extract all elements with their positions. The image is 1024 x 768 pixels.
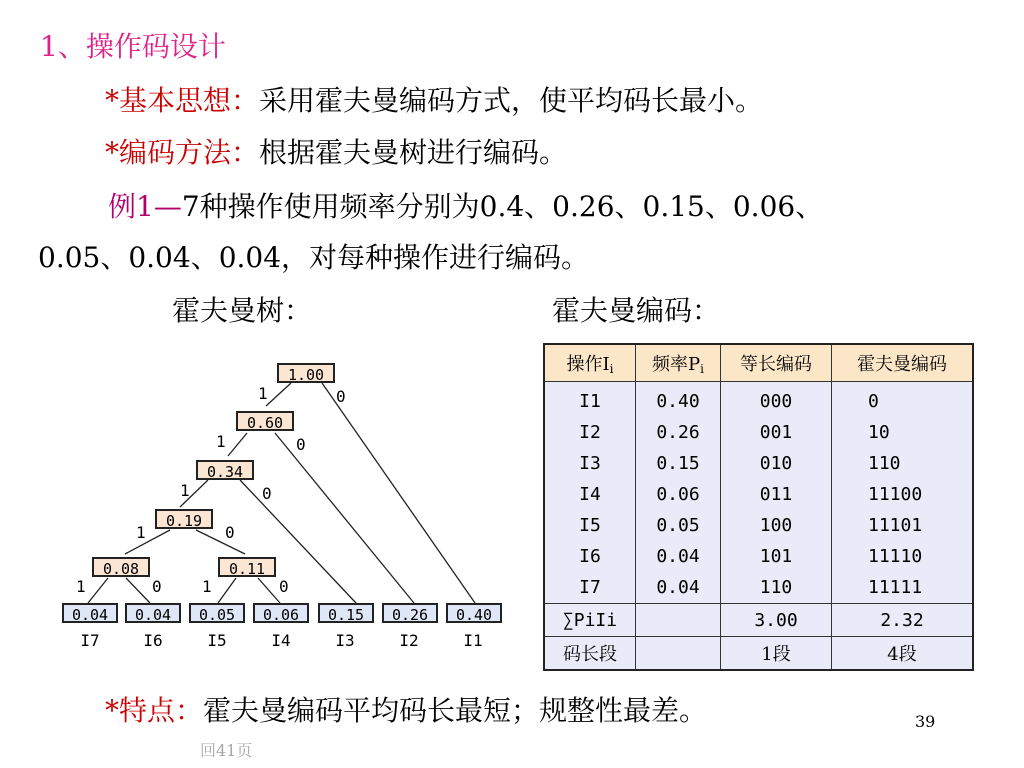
edge-label: 1 — [180, 481, 190, 500]
header-freq: 频率$P_i$ — [636, 344, 721, 382]
feature-line — [105, 694, 707, 728]
edge-label: 0 — [225, 523, 235, 542]
huffman-code-table — [543, 343, 974, 671]
edge-060-026 — [275, 433, 414, 603]
tree-leaf-i2: 0.26 — [382, 603, 438, 623]
edge-label: 1 — [202, 577, 212, 596]
edge-060-034 — [228, 433, 247, 456]
edge-019-008 — [125, 530, 170, 554]
edge-008-i6 — [126, 578, 150, 603]
feature-text: 霍夫曼编码平均码长最短；规整性最差。 — [203, 694, 708, 727]
sum-huffman: 2.32 — [832, 604, 974, 637]
edge-label: 0 — [296, 435, 306, 454]
example-label: 例1— — [108, 190, 182, 223]
edge-008-i7 — [88, 578, 108, 603]
page-number: 39 — [915, 712, 936, 731]
tree-node-060: 0.60 — [236, 411, 294, 431]
leaf-label-i3: I3 — [335, 631, 355, 650]
edge-011-i4 — [258, 578, 280, 603]
sum-label: ∑PiIi — [544, 604, 636, 637]
code-caption: 霍夫曼编码： — [552, 294, 721, 327]
table-sum-row — [544, 604, 973, 637]
tree-node-011: 0.11 — [218, 557, 276, 577]
table-body-row — [544, 382, 973, 604]
edge-label: 1 — [136, 523, 146, 542]
tree-leaf-i1: 0.40 — [446, 603, 502, 623]
sum-fixed: 3.00 — [721, 604, 832, 637]
sum-empty-cell — [636, 604, 721, 637]
tree-leaf-i6: 0.04 — [125, 603, 181, 623]
edge-034-011 — [240, 480, 356, 603]
tree-caption: 霍夫曼树： — [172, 294, 313, 327]
huffman-code-column: 0 10 110 11100 11101 11110 11111 — [832, 382, 974, 604]
method-text: 根据霍夫曼树进行编码。 — [259, 136, 568, 169]
tree-leaf-i5: 0.05 — [189, 603, 245, 623]
back-link[interactable]: 回41页 — [200, 741, 253, 760]
feature-label: *特点： — [105, 694, 204, 727]
length-label: 码长段 — [544, 637, 636, 671]
section-heading: 1、操作码设计 — [40, 30, 226, 63]
edge-100-060 — [266, 383, 291, 406]
length-empty-cell — [636, 637, 721, 671]
fixed-code-column: 000 001 010 011 100 101 110 — [721, 382, 832, 604]
tree-leaf-i7: 0.04 — [62, 603, 118, 623]
edge-011-i5 — [218, 578, 236, 603]
table-length-row — [544, 637, 973, 671]
leaf-label-i6: I6 — [143, 631, 163, 650]
length-huffman: 4段 — [832, 637, 974, 671]
edge-label: 1 — [76, 577, 86, 596]
edge-label: 0 — [262, 484, 272, 503]
leaf-label-i5: I5 — [207, 631, 227, 650]
basic-idea-text: 采用霍夫曼编码方式，使平均码长最小。 — [259, 84, 764, 117]
edge-100-040 — [322, 383, 475, 603]
tree-node-034: 0.34 — [196, 460, 254, 480]
edge-019-011 — [196, 530, 245, 554]
leaf-label-i7: I7 — [80, 631, 100, 650]
example-line-2: 0.05、0.04、0.04，对每种操作进行编码。 — [38, 241, 590, 274]
edge-label: 0 — [279, 577, 289, 596]
example-text-1: 7种操作使用频率分别为0.4、0.26、0.15、0.06、 — [181, 190, 824, 223]
table-header-row — [544, 344, 973, 382]
method-label: *编码方法： — [105, 136, 260, 169]
tree-leaf-i3: 0.15 — [318, 603, 374, 623]
edge-label: 0 — [336, 387, 346, 406]
tree-node-008: 0.08 — [92, 557, 150, 577]
edge-label: 1 — [258, 384, 268, 403]
ops-column: I1 I2 I3 I4 I5 I6 I7 — [544, 382, 636, 604]
leaf-label-i4: I4 — [271, 631, 291, 650]
length-fixed: 1段 — [721, 637, 832, 671]
freq-column: 0.40 0.26 0.15 0.06 0.05 0.04 0.04 — [636, 382, 721, 604]
leaf-label-i1: I1 — [463, 631, 483, 650]
basic-idea-label: *基本思想： — [105, 84, 260, 117]
header-op: 操作$I_i$ — [544, 344, 636, 382]
leaf-label-i2: I2 — [399, 631, 419, 650]
edge-label: 0 — [152, 577, 162, 596]
tree-node-root: 1.00 — [277, 363, 335, 383]
header-huffman: 霍夫曼编码 — [832, 344, 974, 382]
tree-leaf-i4: 0.06 — [253, 603, 309, 623]
edge-label: 1 — [216, 432, 226, 451]
tree-node-019: 0.19 — [155, 509, 213, 529]
header-fixed: 等长编码 — [721, 344, 832, 382]
